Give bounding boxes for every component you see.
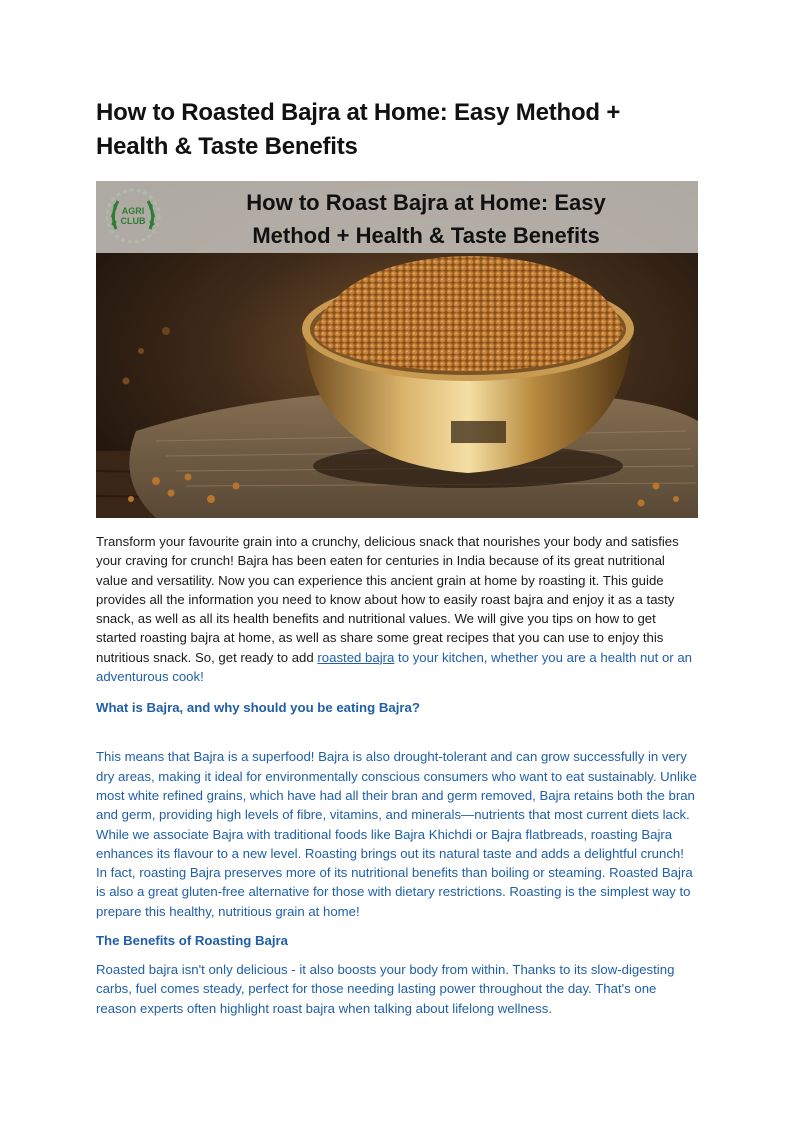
section-paragraph-benefits: Roasted bajra isn't only delicious - it also boosts your body from within. Thanks to its slow-digesting carbs, fuel comes steady, perfect for those needing lasting power throughout the day. That's one reason experts often highlight roast bajra when talking about lifelong wellness. bbox=[96, 962, 675, 1016]
intro-text-end: to your kitchen, whether you are a health nut or an adventurous cook! bbox=[96, 649, 693, 685]
section-heading-what-is-bajra: What is Bajra, and why should you be eating Bajra? bbox=[96, 700, 420, 716]
section-heading-benefits: The Benefits of Roasting Bajra bbox=[96, 933, 288, 949]
image-banner-title: How to Roast Bajra at Home: Easy Method + Health & Taste Benefits bbox=[246, 190, 606, 248]
hero-image bbox=[96, 181, 698, 518]
roasted-bajra-link[interactable]: roasted bajra bbox=[317, 649, 395, 665]
page-title: How to Roasted Bajra at Home: Easy Method + Health & Taste Benefits bbox=[96, 99, 621, 160]
section-paragraph-what-is-bajra: This means that Bajra is a superfood! Bajra is also drought-tolerant and can grow successfully in very dry areas, making it ideal for environmentally conscious consumers who want to eat sustainably. Unlike most white refined grains, which have had all their bran and germ removed, Bajra retains both the bran and germ, providing high levels of fibre, vitamins, and minerals—nutrients that most current diets lack. While we associate Bajra with traditional foods like Bajra Khichdi or Bajra flatbreads, roasting Bajra enhances its flavour to a new level. Roasting brings out its natural taste and adds a delightful crunch! In fact, roasting Bajra preserves more of its nutritional benefits than boiling or steaming. Roasted Bajra is also a great gluten-free alternative for those with dietary restrictions. Roasting is the simplest way to prepare this healthy, nutritious grain at home! bbox=[96, 749, 697, 919]
intro-paragraph bbox=[96, 532, 698, 686]
logo-text: AGRI CLUB bbox=[120, 206, 146, 226]
article bbox=[96, 96, 698, 1018]
intro-text: Transform your favourite grain into a crunchy, delicious snack that nourishes your body and satisfies your craving for crunch! Bajra has been eaten for centuries in India because of its great nutritional value and versatility. Now you can experience this ancient grain at home by roasting it. This guide provides all the information you need to know about how to easily roast bajra and enjoy it as a tasty snack, as well as all its health benefits and nutritional values. We will give you tips on how to get started roasting bajra at home, as well as share some great recipes that you can use to enjoy this nutritious snack. So, get ready to add bbox=[96, 534, 679, 665]
